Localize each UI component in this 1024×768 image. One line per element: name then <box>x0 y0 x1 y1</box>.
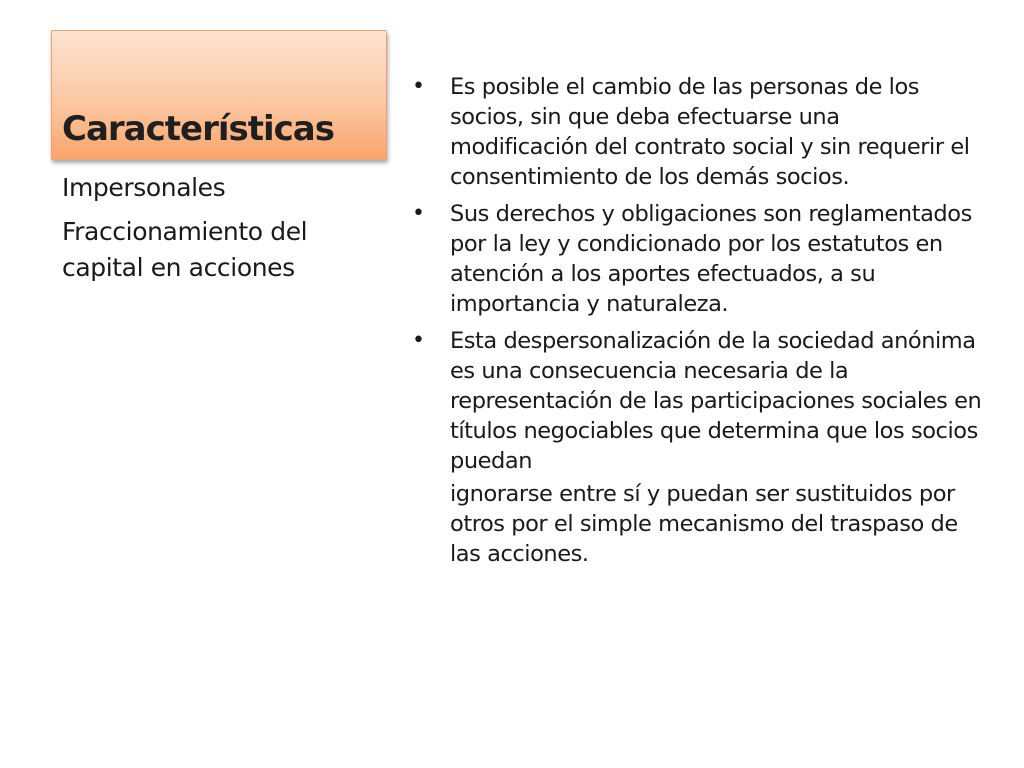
bullet-text-3: Esta despersonalización de la sociedad anónima es una consecuencia necesaria de la representación de las participaciones sociales en títulos negociables que determina que los socios puedan <box>450 328 982 474</box>
left-item-fraccionamiento: Fraccionamiento del capital en acciones <box>62 217 308 282</box>
continuation-paragraph <box>408 479 983 569</box>
bullet-text-2: Sus derechos y obligaciones son reglamentados por la ley y condicionado por los estatutos en atención a los aportes efectuados, a su importancia y naturaleza. <box>450 201 972 317</box>
slide-title: Características <box>62 109 334 149</box>
left-list <box>62 170 382 294</box>
bullet-item-1 <box>408 72 983 192</box>
bullet-item-2 <box>408 199 983 319</box>
left-item-impersonales: Impersonales <box>62 173 226 202</box>
right-bullet-list <box>408 72 983 569</box>
continuation-text: ignorarse entre sí y puedan ser sustituidos por otros por el simple mecanismo del traspaso de las acciones. <box>450 481 958 567</box>
bullet-item-3 <box>408 326 983 476</box>
bullet-icon: • <box>412 74 425 99</box>
bullet-icon: • <box>412 201 425 226</box>
bullet-text-1: Es posible el cambio de las personas de los socios, sin que deba efectuarse una modificación del contrato social y sin requerir el consentimiento de los demás socios. <box>450 74 970 190</box>
bullet-icon: • <box>412 328 425 353</box>
title-box <box>51 30 387 160</box>
